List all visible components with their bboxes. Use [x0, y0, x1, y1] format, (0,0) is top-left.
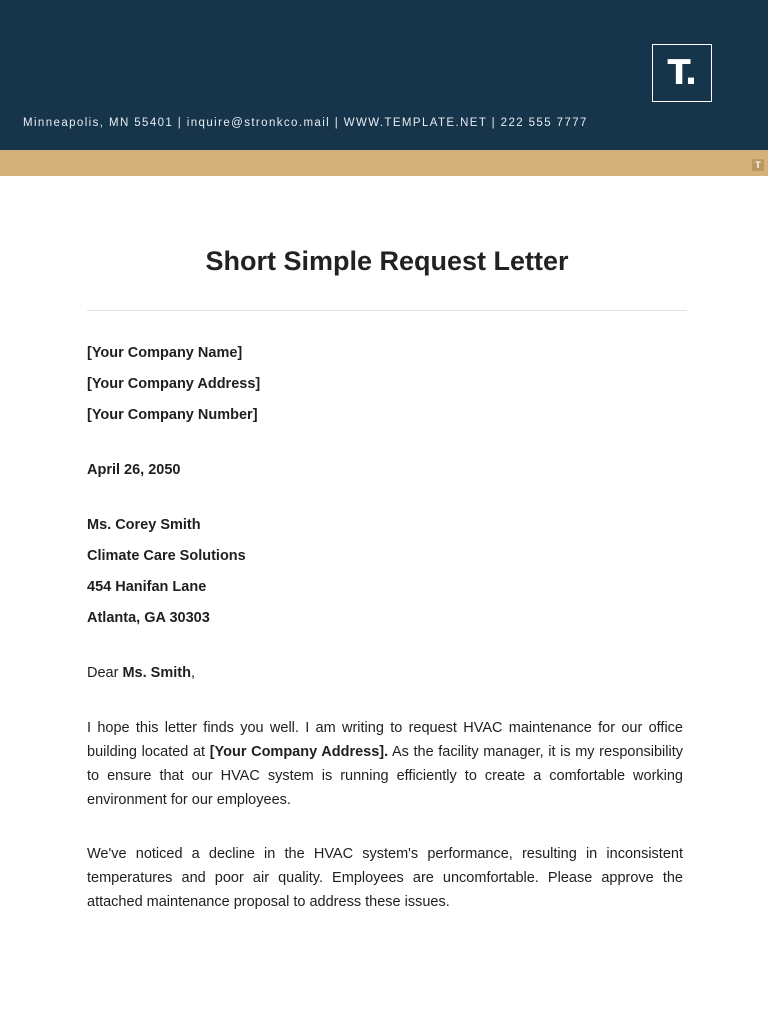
- body-paragraph-2: We've noticed a decline in the HVAC system's performance, resulting in inconsistent temperatures and poor air quality. Employees are uncomfortable. Please approve the attached maintenance proposal to address these issues.: [87, 846, 683, 910]
- paragraph-1-text-a: I hope this letter finds you well. I am writing to request HVAC maintenance for our office building located at: [87, 720, 683, 760]
- sender-company-name: [Your Company Name]: [87, 345, 243, 361]
- recipient-street: 454 Hanifan Lane: [87, 579, 207, 595]
- recipient-block: [87, 510, 683, 634]
- salutation-suffix: ,: [190, 665, 195, 681]
- salutation: [87, 661, 683, 685]
- title-divider: [87, 310, 687, 311]
- recipient-company: Climate Care Solutions: [87, 548, 246, 564]
- salutation-name: Ms. Smith: [122, 665, 191, 681]
- date-block: [87, 455, 683, 486]
- body-paragraph-1: [87, 716, 683, 812]
- sender-company-number: [Your Company Number]: [87, 407, 258, 423]
- sender-block: [87, 338, 683, 431]
- logo-text: T.: [667, 53, 697, 93]
- letterhead-header: [0, 0, 768, 150]
- letter-date: April 26, 2050: [87, 462, 181, 478]
- template-badge-icon: T: [752, 159, 764, 171]
- sender-company-address: [Your Company Address]: [87, 376, 261, 392]
- paragraph-1-text-b: As the facility manager, it is my responsibility to ensure that our HVAC system is running efficiently to create a comfortable working environment for our employees.: [87, 744, 683, 808]
- recipient-city: Atlanta, GA 30303: [87, 610, 210, 626]
- company-logo: [652, 44, 712, 102]
- paragraph-1-address-placeholder: [Your Company Address].: [209, 744, 389, 760]
- recipient-name: Ms. Corey Smith: [87, 517, 201, 533]
- accent-band: [0, 150, 768, 176]
- letter-title: Short Simple Request Letter: [205, 246, 569, 276]
- salutation-prefix: Dear: [87, 665, 123, 681]
- contact-info: Minneapolis, MN 55401 | inquire@stronkco.mail | WWW.TEMPLATE.NET | 222 555 7777: [23, 117, 588, 129]
